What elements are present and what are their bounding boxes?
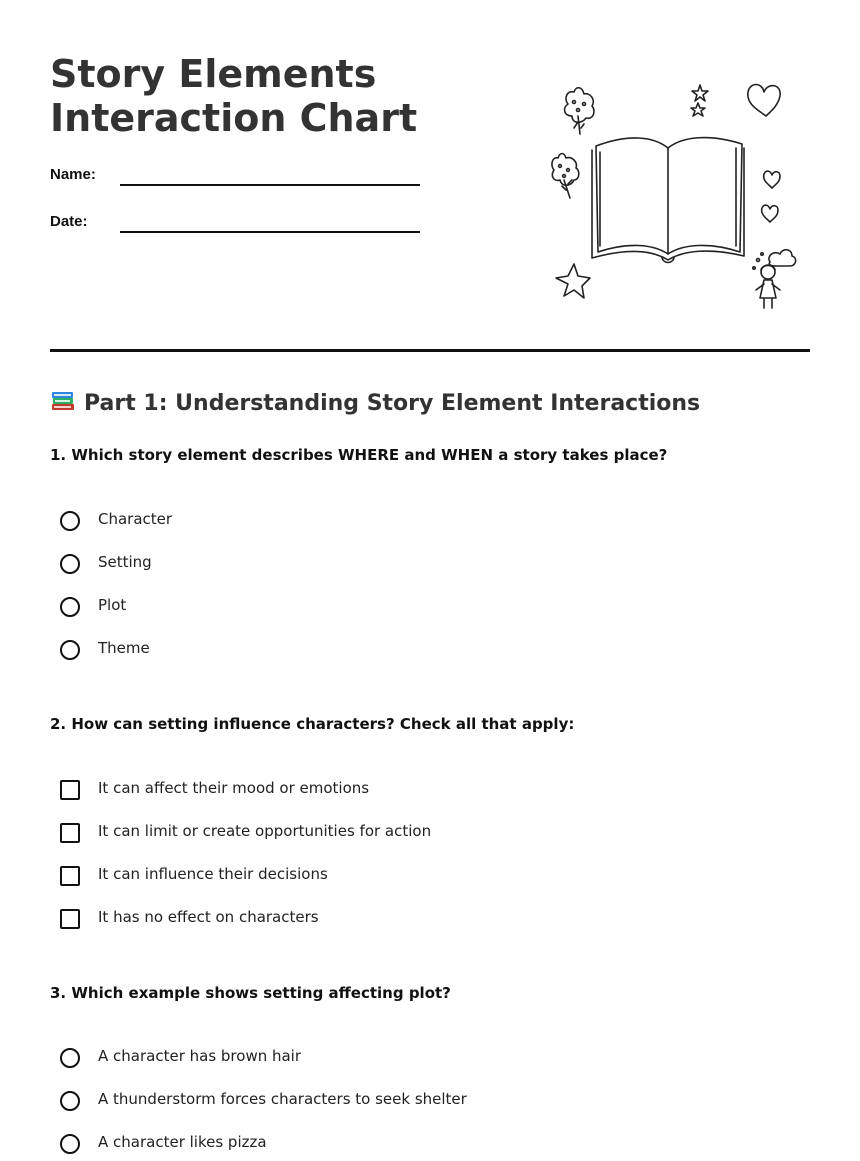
tree-icon xyxy=(565,88,594,134)
heart-icon xyxy=(748,85,780,117)
question-1: 1. Which story element describes WHERE and WHEN a story takes place? xyxy=(50,446,668,464)
radio-button[interactable] xyxy=(60,640,80,660)
checkbox[interactable] xyxy=(60,909,80,929)
title-line-1: Story Elements xyxy=(50,52,377,96)
option-label: Setting xyxy=(98,553,152,571)
child-icon xyxy=(753,250,796,308)
heart-icon xyxy=(762,171,780,222)
radio-button[interactable] xyxy=(60,554,80,574)
option-label: A thunderstorm forces characters to seek shelter xyxy=(98,1090,467,1108)
radio-button[interactable] xyxy=(60,511,80,531)
option-label: A character likes pizza xyxy=(98,1133,267,1151)
worksheet-title xyxy=(50,52,417,140)
checkbox[interactable] xyxy=(60,866,80,886)
radio-button[interactable] xyxy=(60,1048,80,1068)
part1-heading xyxy=(50,388,700,416)
header-divider xyxy=(50,349,810,352)
name-label: Name: xyxy=(50,166,96,183)
checkbox[interactable] xyxy=(60,780,80,800)
radio-button[interactable] xyxy=(60,1091,80,1111)
option-label: It has no effect on characters xyxy=(98,908,319,926)
question-3: 3. Which example shows setting affecting plot? xyxy=(50,984,451,1002)
radio-button[interactable] xyxy=(60,1134,80,1154)
option-label: It can limit or create opportunities for action xyxy=(98,822,432,840)
part1-title: Part 1: Understanding Story Element Interactions xyxy=(84,391,701,416)
star-icon xyxy=(556,264,590,298)
option-label: Character xyxy=(98,510,173,528)
story-illustration xyxy=(548,76,798,312)
question-2: 2. How can setting influence characters? Check all that apply: xyxy=(50,715,575,733)
tree-icon xyxy=(552,154,579,199)
date-label: Date: xyxy=(50,213,88,230)
title-line-2: Interaction Chart xyxy=(50,96,418,140)
option-label: Plot xyxy=(98,596,127,614)
option-label: It can influence their decisions xyxy=(98,865,328,883)
radio-button[interactable] xyxy=(60,597,80,617)
date-line[interactable] xyxy=(120,231,420,233)
name-line[interactable] xyxy=(120,184,420,186)
star-icon xyxy=(691,85,708,116)
open-book-icon xyxy=(592,138,744,263)
books-icon xyxy=(50,388,76,414)
option-label: It can affect their mood or emotions xyxy=(98,779,370,797)
option-label: A character has brown hair xyxy=(98,1047,302,1065)
checkbox[interactable] xyxy=(60,823,80,843)
option-label: Theme xyxy=(98,639,150,657)
